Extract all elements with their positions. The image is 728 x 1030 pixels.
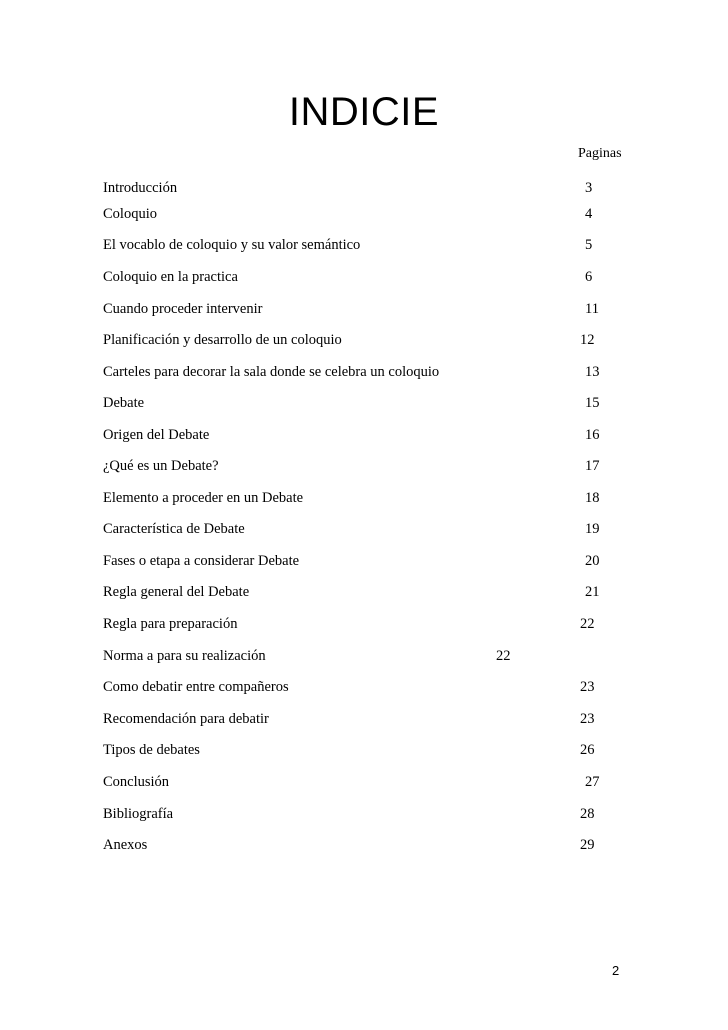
toc-entry-page: 21: [585, 584, 600, 600]
toc-entry-label: Conclusión: [103, 774, 170, 790]
toc-entry-debate: [0, 393, 728, 413]
toc-entry-page: 15: [585, 395, 600, 411]
toc-entry-page: 27: [585, 774, 600, 790]
toc-entry-label: Tipos de debates: [103, 742, 200, 758]
toc-entry-page: 23: [580, 679, 595, 695]
toc-entry-label: Elemento a proceder en un Debate: [103, 490, 304, 506]
toc-entry-label: Regla para preparación: [103, 616, 238, 632]
toc-entry-fases: [0, 551, 728, 571]
toc-entry-label: Coloquio: [103, 206, 157, 222]
toc-entry-page: 4: [585, 206, 593, 222]
toc-entry-conclusion: [0, 772, 728, 792]
toc-entry-label: Como debatir entre compañeros: [103, 679, 289, 695]
toc-entry-label: El vocablo de coloquio y su valor semántico: [103, 237, 361, 253]
toc-entry-cuando-proceder: [0, 299, 728, 319]
toc-entry-label: Regla general del Debate: [103, 584, 250, 600]
toc-entry-elemento-proceder: [0, 488, 728, 508]
toc-entry-page: 5: [585, 237, 593, 253]
toc-entry-page: 13: [585, 364, 600, 380]
footer-page-number: 2: [612, 963, 620, 978]
toc-entry-page: 18: [585, 490, 600, 506]
toc-entry-regla-general: [0, 582, 728, 602]
toc-entry-page: 20: [585, 553, 600, 569]
toc-entry-label: Planificación y desarrollo de un coloquio: [103, 332, 342, 348]
toc-entry-page: 11: [585, 301, 599, 317]
toc-entry-page: 3: [585, 180, 593, 196]
toc-entry-carteles: [0, 362, 728, 382]
toc-entry-page: 22: [496, 648, 511, 664]
toc-entry-page: 17: [585, 458, 600, 474]
toc-entry-page: 23: [580, 711, 595, 727]
toc-entry-coloquio: [0, 204, 728, 224]
toc-entry-que-es-debate: [0, 456, 728, 476]
toc-entry-page: 16: [585, 427, 600, 443]
toc-entry-regla-preparacion: [0, 614, 728, 634]
toc-entry-label: ¿Qué es un Debate?: [103, 458, 219, 474]
toc-entry-coloquio-practica: [0, 267, 728, 287]
toc-entry-label: Característica de Debate: [103, 521, 245, 537]
toc-entry-caracteristica: [0, 519, 728, 539]
page-title: INDICIE: [288, 90, 440, 134]
toc-entry-label: Anexos: [103, 837, 148, 853]
toc-entry-label: Norma a para su realización: [103, 648, 266, 664]
toc-entry-page: 28: [580, 806, 595, 822]
toc-entry-norma-realizacion: [0, 646, 728, 666]
toc-entry-page: 22: [580, 616, 595, 632]
toc-entry-introduccion: [0, 178, 728, 198]
toc-entry-origen-debate: [0, 425, 728, 445]
toc-entry-page: 26: [580, 742, 595, 758]
toc-entry-label: Recomendación para debatir: [103, 711, 269, 727]
toc-entry-page: 29: [580, 837, 595, 853]
toc-entry-label: Coloquio en la practica: [103, 269, 238, 285]
toc-entry-anexos: [0, 835, 728, 855]
toc-entry-planificacion: [0, 330, 728, 350]
toc-entry-label: Origen del Debate: [103, 427, 210, 443]
toc-entry-label: Introducción: [103, 180, 178, 196]
toc-entry-como-debatir: [0, 677, 728, 697]
toc-entry-label: Cuando proceder intervenir: [103, 301, 263, 317]
toc-entry-page: 12: [580, 332, 595, 348]
toc-entry-label: Carteles para decorar la sala donde se celebra un coloquio: [103, 364, 440, 380]
toc-entry-bibliografia: [0, 804, 728, 824]
toc-entry-label: Debate: [103, 395, 145, 411]
toc-entry-tipos-debates: [0, 740, 728, 760]
pages-column-header: Paginas: [578, 146, 622, 161]
toc-entry-page: 19: [585, 521, 600, 537]
toc-entry-label: Fases o etapa a considerar Debate: [103, 553, 300, 569]
toc-entry-vocablo: [0, 235, 728, 255]
toc-entry-page: 6: [585, 269, 593, 285]
toc-entry-recomendacion: [0, 709, 728, 729]
toc-entry-label: Bibliografía: [103, 806, 174, 822]
